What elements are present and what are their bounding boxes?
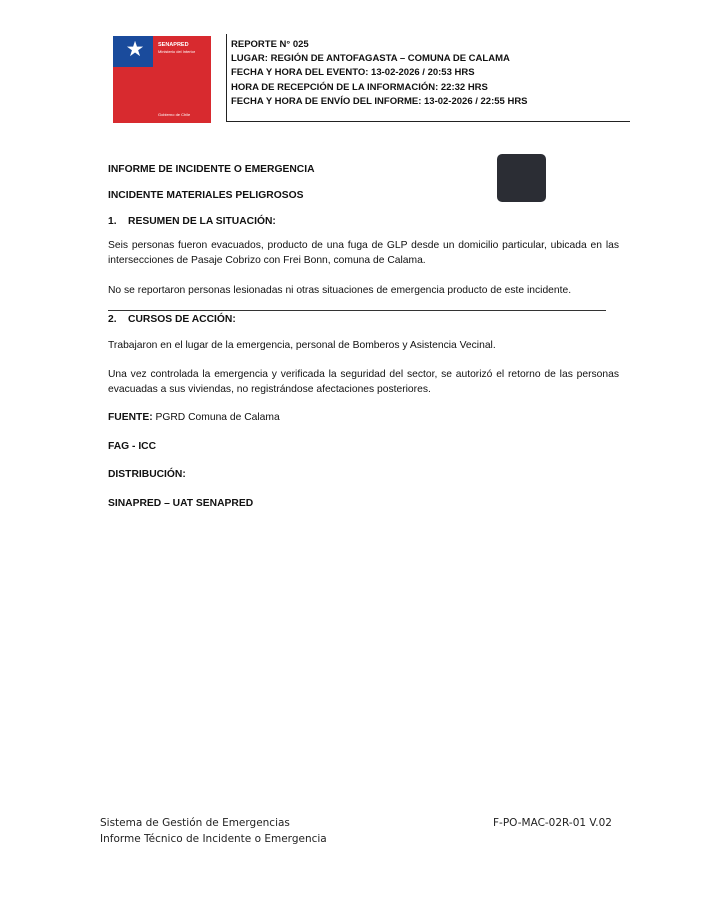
event-time: FECHA Y HORA DEL EVENTO: 13-02-2026 / 20:53 HRS [231, 67, 475, 79]
logo-government: Gobierno de Chile [158, 112, 191, 117]
section1-title: 1. RESUMEN DE LA SITUACIÓN: [108, 216, 276, 227]
section2-paragraph-2: Una vez controlada la emergencia y verificada la seguridad del sector, se autorizó el retorno de las personas evacuadas a sus viviendas, no registrándose afectaciones posteriores. [108, 369, 619, 395]
source-line [108, 411, 280, 425]
senapred-logo [113, 36, 211, 123]
document-title: INFORME DE INCIDENTE O EMERGENCIA [108, 164, 315, 175]
logo-agency: SENAPRED [158, 42, 189, 48]
source-label: FUENTE: [108, 412, 153, 423]
logo-ministry: Ministerio del Interior [158, 49, 196, 54]
report-header [231, 38, 528, 109]
send-time: FECHA Y HORA DE ENVÍO DEL INFORME: 13-02-2026 / 22:55 HRS [231, 95, 528, 107]
footer-system: Sistema de Gestión de Emergencias [100, 817, 290, 829]
section-separator [108, 310, 606, 311]
fag-line: FAG - ICC [108, 441, 157, 452]
source-value: PGRD Comuna de Calama [152, 412, 280, 423]
footer-report-type: Informe Técnico de Incidente o Emergencia [100, 833, 327, 845]
distribution-value: SINAPRED – UAT SENAPRED [108, 498, 254, 509]
section1-paragraph-1: Seis personas fueron evacuados, producto de una fuga de GLP desde un domicilio particular, ubicada en las intersecciones de Pasaje Cobrizo con Frei Bonn, comuna de Calama. [108, 240, 619, 266]
report-place: LUGAR: REGIÓN DE ANTOFAGASTA – COMUNA DE CALAMA [231, 53, 510, 65]
footer-left [100, 815, 327, 847]
incident-type: INCIDENTE MATERIALES PELIGROSOS [108, 190, 304, 201]
header-divider-horizontal [226, 121, 630, 122]
section2-paragraph-1: Trabajaron en el lugar de la emergencia, personal de Bomberos y Asistencia Vecinal. [108, 340, 496, 351]
redacted-image [497, 154, 546, 202]
section1-paragraph-2: No se reportaron personas lesionadas ni otras situaciones de emergencia producto de este incidente. [108, 285, 572, 296]
section2-title: 2. CURSOS DE ACCIÓN: [108, 314, 236, 325]
distribution-label: DISTRIBUCIÓN: [108, 469, 186, 480]
header-divider-vertical [226, 34, 227, 122]
reception-time: HORA DE RECEPCIÓN DE LA INFORMACIÓN: 22:32 HRS [231, 81, 488, 93]
report-number: REPORTE N° 025 [231, 39, 309, 50]
footer-form-code: F-PO-MAC-02R-01 V.02 [493, 817, 612, 829]
shield-icon: ★ [125, 38, 145, 61]
